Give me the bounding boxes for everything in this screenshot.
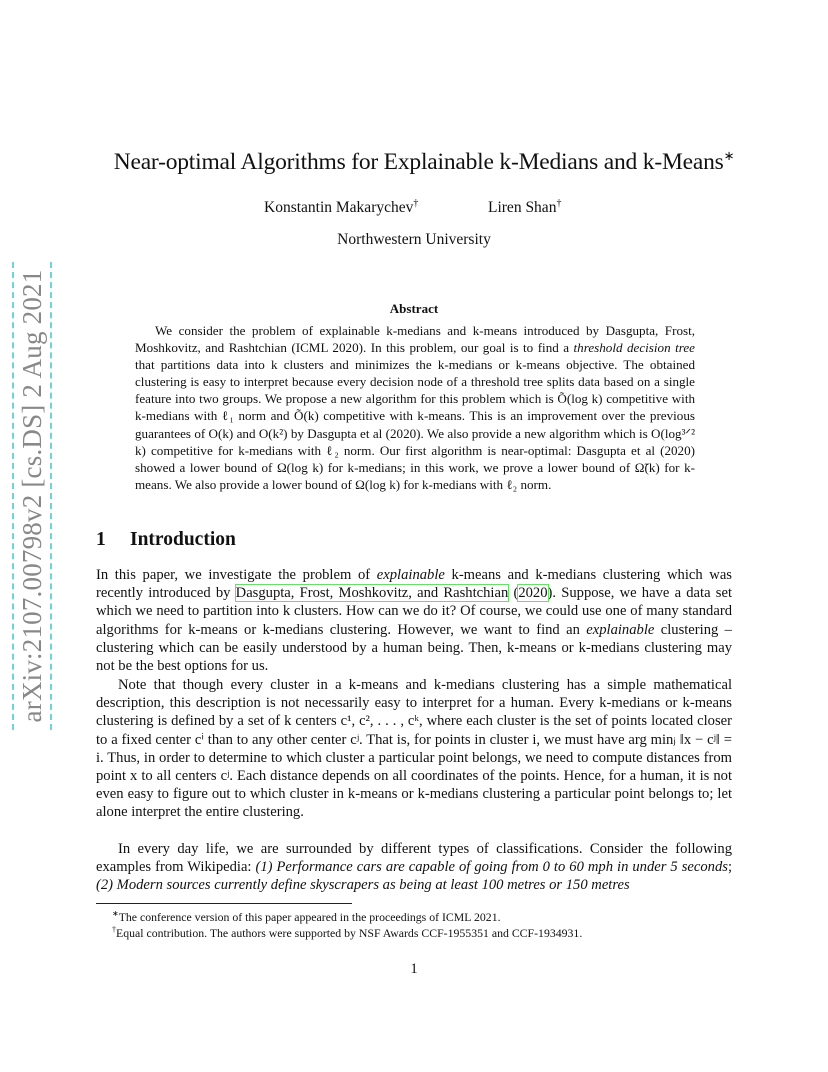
author-2	[488, 198, 561, 217]
page-number: 1	[410, 961, 418, 977]
paper-title	[96, 148, 752, 176]
affiliation: Northwestern University	[337, 231, 491, 248]
author-1-name: Konstantin Makarychev	[264, 199, 414, 217]
footnote-1-text: The conference version of this paper appeared in the proceedings of ICML 2021.	[118, 909, 501, 924]
intro-paragraph-1	[96, 566, 732, 675]
footnote-2	[112, 922, 732, 941]
citation-link-year[interactable]: 2020	[518, 585, 548, 602]
author-1	[264, 198, 418, 217]
p1-text-a: In this paper, we investigate the problem of	[96, 567, 377, 583]
title-footnote-mark: ∗	[723, 148, 735, 163]
arxiv-stamp[interactable]	[12, 262, 52, 730]
p1-text-e: clustering – clustering which can be easily understood by a human being. Then, k-means or k-medians clustering may not be the best options for us.	[96, 621, 732, 675]
footnote-1-mark: ∗	[112, 909, 119, 918]
section-title: Introduction	[130, 529, 236, 550]
p3-text-b: ;	[727, 859, 732, 876]
p3-emphasis-2: (2) Modern sources currently define skyscrapers as being at least 100 metres or 150 metres	[96, 877, 630, 894]
abstract-emphasis: threshold decision tree	[573, 340, 695, 356]
p1-text-d: ). Suppose, we have a data set which we need to partition into k clusters. How can we do it? Of course, we could use one of many standard algorithms for k-means or k-medians clustering. However, we want to find an	[96, 585, 732, 638]
author-2-name: Liren Shan	[488, 199, 557, 217]
p1-emphasis-1: explainable	[376, 567, 445, 583]
intro-paragraph-3	[96, 840, 732, 895]
p1-text-b: k-means and k-medians clustering which was recently introduced by	[96, 567, 732, 602]
author-1-mark: †	[413, 198, 419, 209]
p1-emphasis-2: explainable	[586, 621, 655, 638]
p1-text-c: (	[508, 585, 519, 602]
intro-paragraph-2: Note that though every cluster in a k-means and k-medians clustering has a simple mathematical description, this description is not necessarily easy to interpret for a human. Every k-medians or k-means clustering is defined by a set of k centers c¹, c², . . . , cᵏ, where each cluster is the set of points located closer to a fixed center cⁱ than to any other center cʲ. That is, for points in cluster i, we must have arg minⱼ ‖x − cʲ‖ = i. Thus, in order to determine to which cluster a particular point belongs, we need to compute distances from point x to all centers cʲ. Each distance depends on all coordinates of the points. Hence, for a human, it is not even easy to figure out to which cluster in k-means or k-medians clustering a particular point belongs to; let alone interpret the entire clustering.	[96, 677, 732, 821]
p3-emphasis-1: (1) Performance cars are capable of going from 0 to 60 mph in under 5 seconds	[255, 859, 728, 876]
section-number: 1	[96, 529, 106, 550]
footnote-2-mark: †	[112, 925, 116, 934]
abstract-part-1: We consider the problem of explainable k-medians and k-means introduced by Dasgupta, Frost, Moshkovitz, and Rashtchian (ICML 2020). In this problem, our goal is to find a	[135, 323, 695, 356]
p3-text-a: In every day life, we are surrounded by different types of classifications. Consider the following examples from Wikipedia:	[96, 841, 732, 876]
title-text: Near-optimal Algorithms for Explainable k-Medians and k-Means	[113, 148, 724, 175]
section-heading	[96, 529, 236, 551]
citation-link-authors[interactable]: Dasgupta, Frost, Moshkovitz, and Rashtchian	[235, 585, 509, 602]
arxiv-identifier[interactable]: arXiv:2107.00798v2 [cs.DS] 2 Aug 2021	[16, 269, 47, 723]
abstract-part-2: that partitions data into k clusters and minimizes the k-medians or k-means objective. The obtained clustering is easy to interpret because every decision node of a threshold tree splits data based on a single feature into two groups. We propose a new algorithm for this problem which is Õ(log k) competitive with k-medians with ℓ₁ norm and Õ(k) competitive with k-means. This is an improvement over the previous guarantees of O(k) and O(k²) by Dasgupta et al (2020). We also provide a new algorithm which is O(log³ᐟ² k) competitive for k-medians with ℓ₂ norm. Our first algorithm is near-optimal: Dasgupta et al (2020) showed a lower bound of Ω(log k) for k-medians; in this work, we prove a lower bound of Ω̃(k) for k-means. We also provide a lower bound of Ω(log k) for k-medians with ℓ₂ norm.	[135, 357, 695, 492]
author-2-mark: †	[556, 198, 562, 209]
footnote-2-text: Equal contribution. The authors were supported by NSF Awards CCF-1955351 and CCF-1934931.	[116, 925, 583, 940]
abstract-text	[135, 322, 695, 493]
abstract-heading: Abstract	[389, 301, 439, 316]
footnote-rule	[96, 903, 352, 904]
